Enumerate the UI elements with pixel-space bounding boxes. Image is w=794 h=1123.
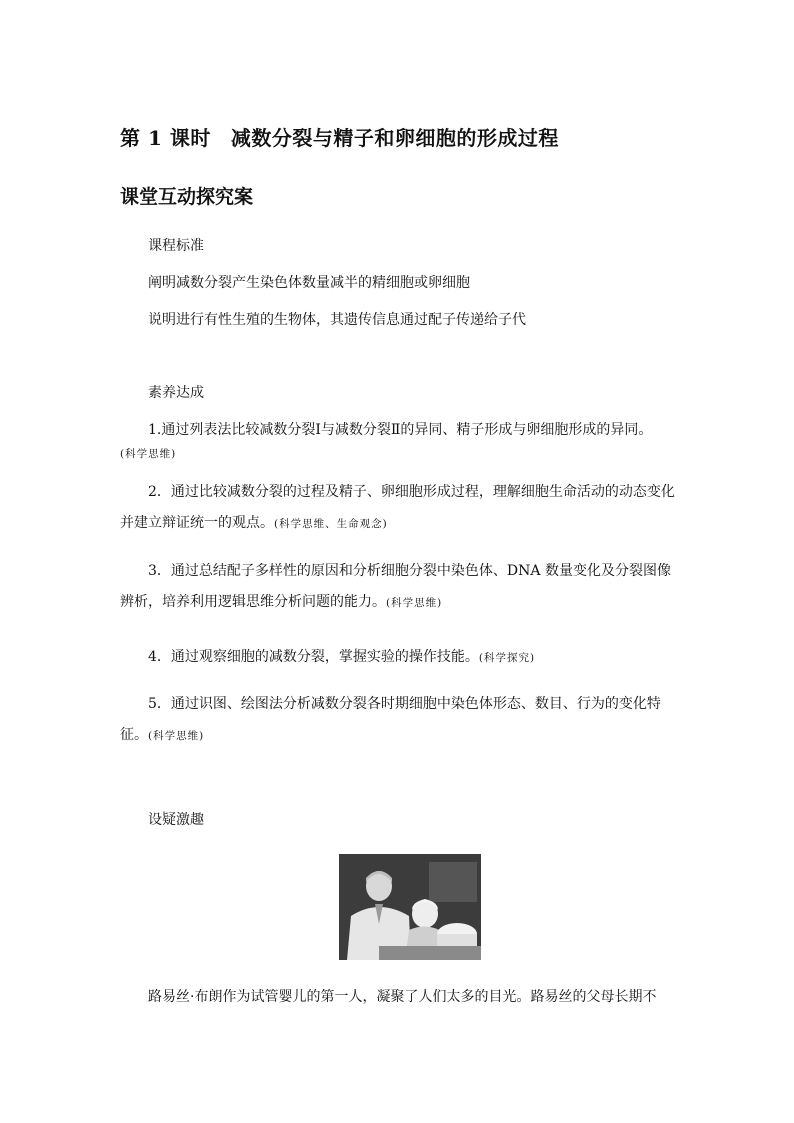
standard-item-1: 阐明减数分裂产生染色体数量减半的精细胞或卵细胞 — [148, 275, 470, 291]
literacy-heading: 素养达成 — [148, 385, 204, 401]
literacy-item-4-tag: (科学探究) — [478, 652, 536, 664]
lesson-topic: 减数分裂与精子和卵细胞的形成过程 — [230, 126, 559, 150]
literacy-item-5-tag: (科学思维) — [148, 730, 205, 742]
inquiry-paragraph: 路易丝·布朗作为试管婴儿的第一人，凝聚了人们太多的目光。路易丝的父母长期不 — [148, 989, 657, 1005]
photo-louise-brown — [339, 854, 481, 960]
literacy-item-2-line2: 并建立辩证统一的观点。(科学思维、生命观念) — [120, 515, 388, 531]
literacy-item-2-tag: (科学思维、生命观念) — [274, 518, 388, 530]
literacy-item-5-line1: 5．通过识图、绘图法分析减数分裂各时期细胞中染色体形态、数目、行为的变化特 — [148, 696, 661, 712]
literacy-item-1-line1: 1.通过列表法比较减数分裂Ⅰ与减数分裂Ⅱ的异同、精子形成与卵细胞形成的异同。 — [148, 422, 653, 438]
photo-illustration — [339, 854, 481, 960]
page-title — [120, 122, 559, 151]
literacy-item-4-line1: 4．通过观察细胞的减数分裂，掌握实验的操作技能。(科学探究) — [148, 649, 536, 665]
literacy-item-3-line1: 3．通过总结配子多样性的原因和分析细胞分裂中染色体、DNA 数量变化及分裂图像 — [148, 563, 671, 579]
literacy-item-1-tag: (科学思维) — [120, 448, 177, 460]
inquiry-heading: 设疑激趣 — [148, 812, 204, 828]
standard-item-2: 说明进行有性生殖的生物体，其遗传信息通过配子传递给子代 — [148, 312, 526, 328]
literacy-item-5-line2: 征。(科学思维) — [120, 727, 205, 743]
lesson-number: 第 1 课时 — [120, 126, 211, 150]
literacy-item-1-line2 — [120, 443, 176, 464]
literacy-item-3-line2: 辨析，培养利用逻辑思维分析问题的能力。(科学思维) — [120, 594, 443, 610]
section-subtitle: 课堂互动探究案 — [120, 186, 254, 208]
standards-heading: 课程标准 — [148, 238, 204, 254]
literacy-item-2-line1: 2．通过比较减数分裂的过程及精子、卵细胞形成过程，理解细胞生命活动的动态变化 — [148, 484, 675, 500]
literacy-item-3-tag: (科学思维) — [386, 597, 443, 609]
